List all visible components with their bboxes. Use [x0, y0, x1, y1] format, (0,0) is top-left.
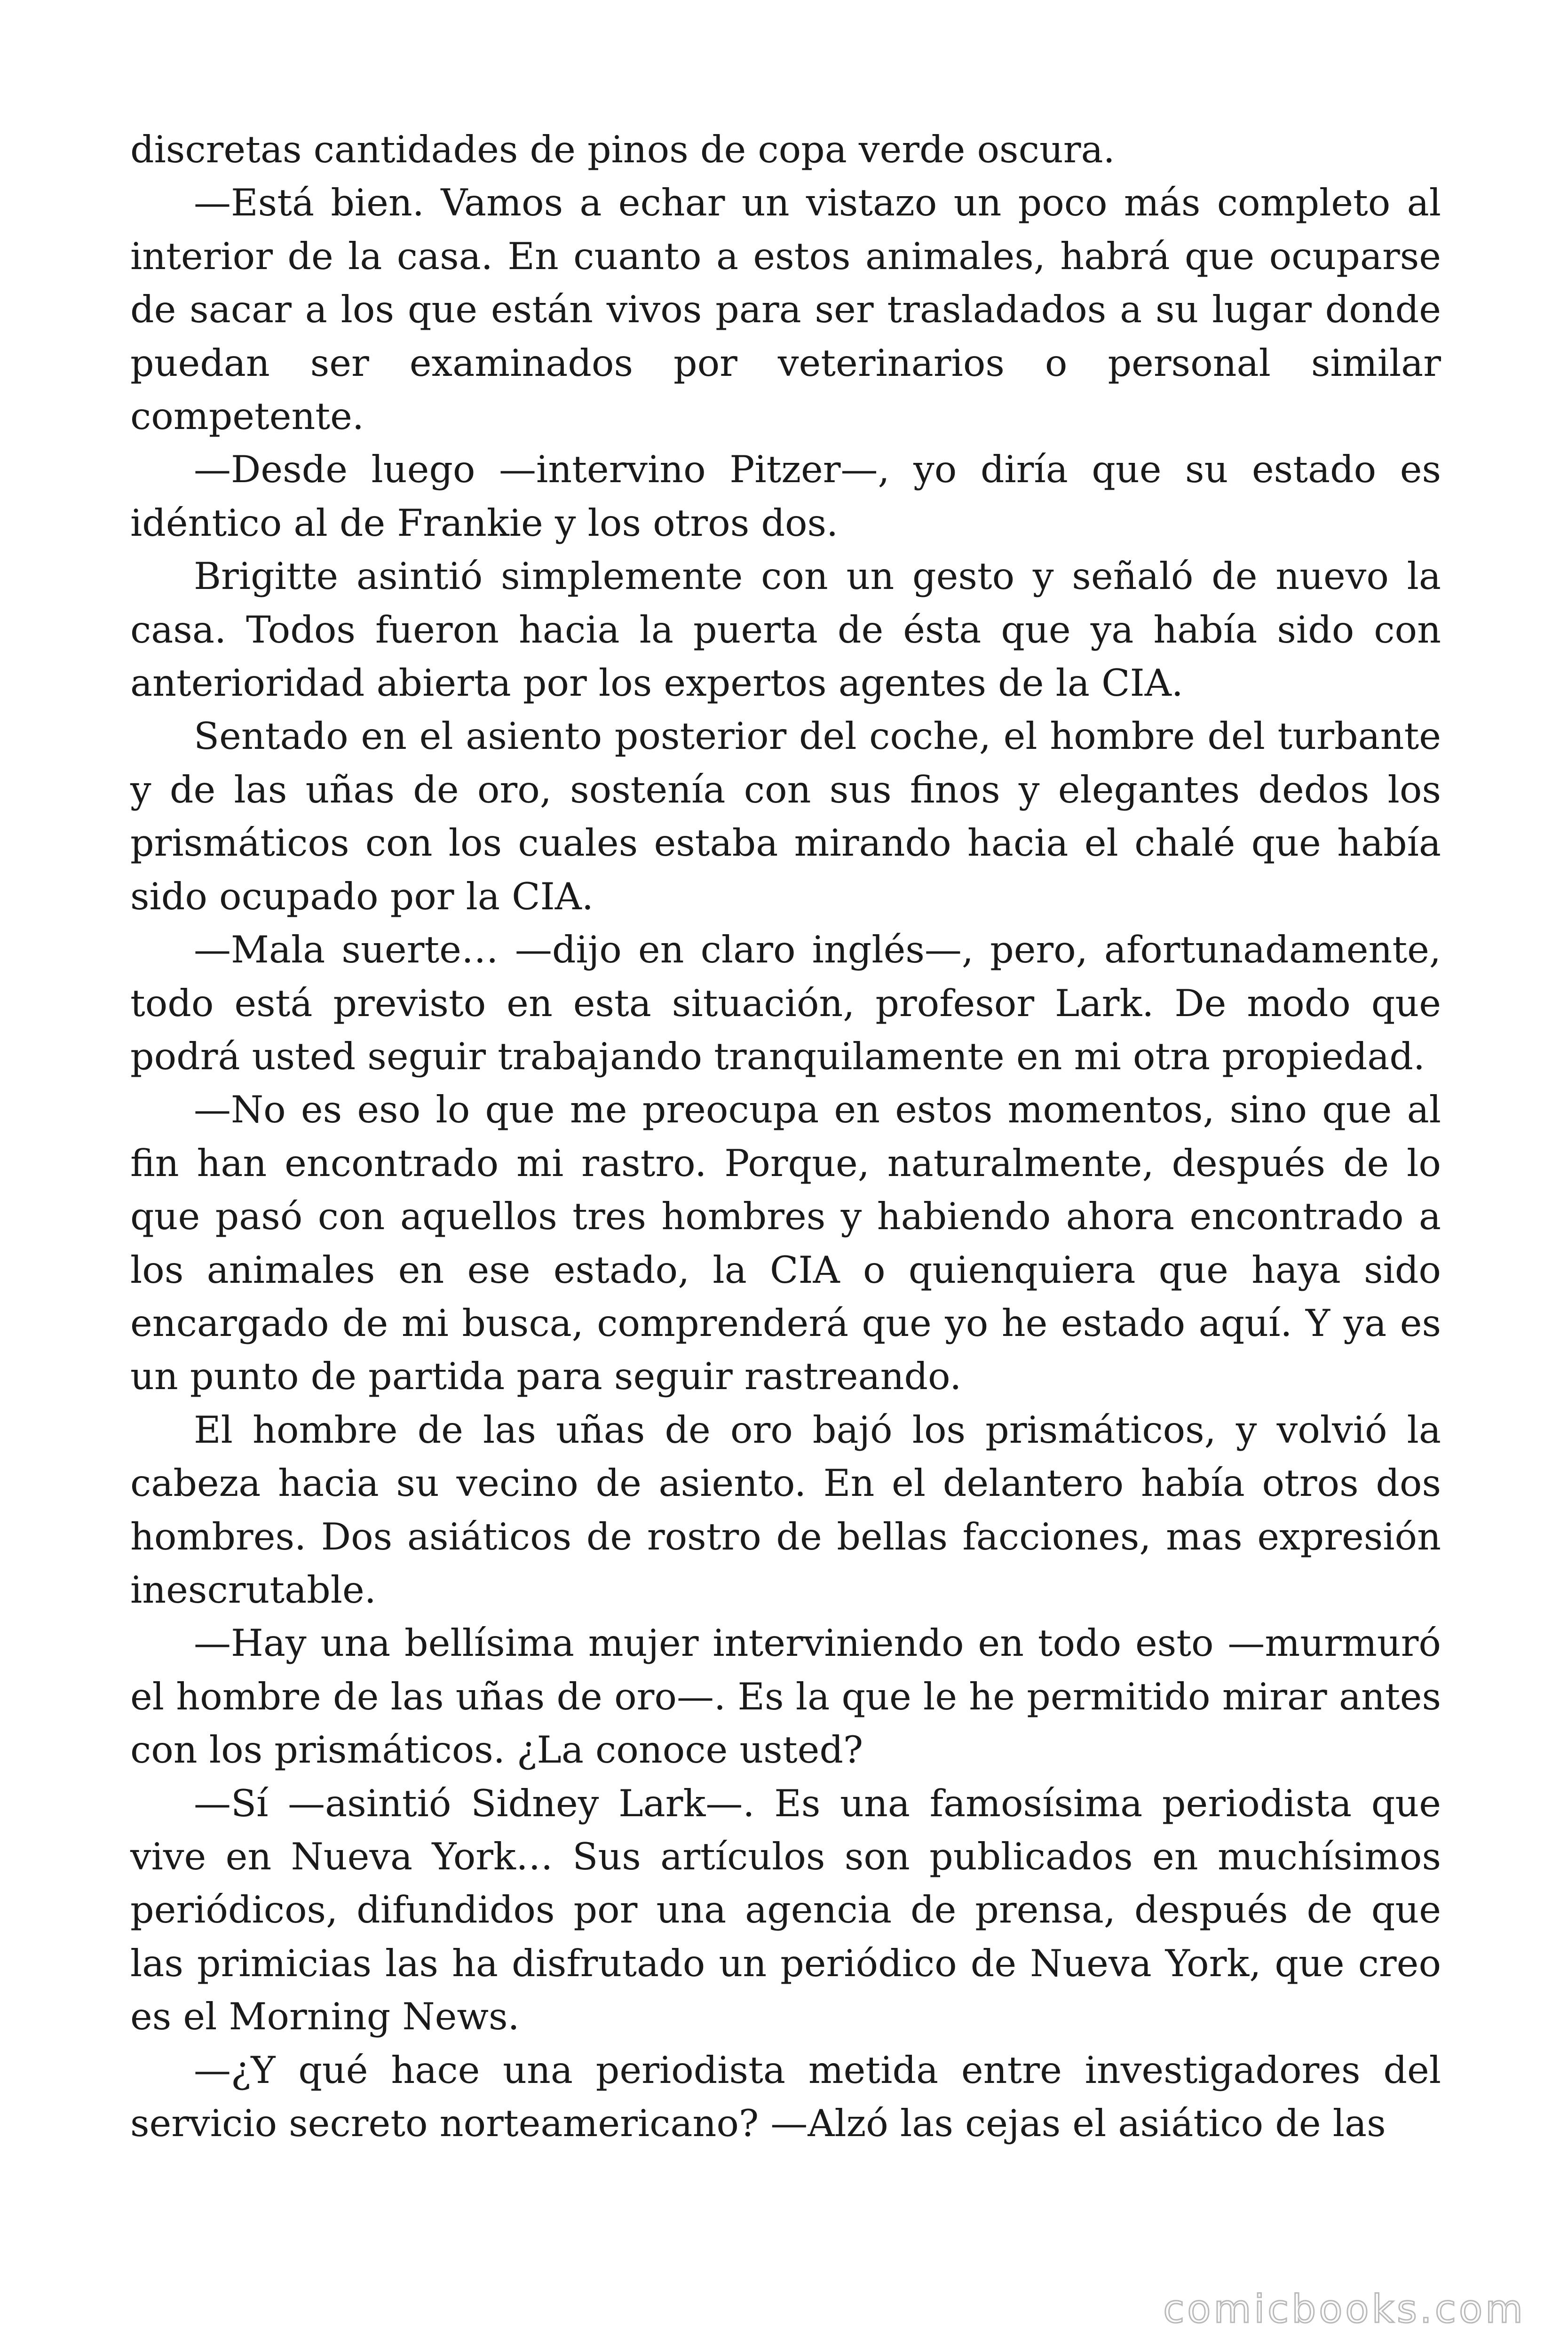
- paragraph-6: —Mala suerte… —dijo en claro inglés—, pero, afortunadamente, todo está previsto en esta situación, profesor Lark. De modo que podrá usted seguir trabajando tranquilamente en mi otra propiedad.: [130, 928, 1441, 1078]
- paragraph-5: Sentado en el asiento posterior del coche, el hombre del turbante y de las uñas de oro, sostenía con sus finos y elegantes dedos los prismáticos con los cuales estaba mirando hacia el chalé que había sido ocupado por la CIA.: [130, 715, 1441, 918]
- paragraph-3: —Desde luego —intervino Pitzer—, yo diría que su estado es idéntico al de Frankie y los otros dos.: [130, 448, 1441, 545]
- paragraph-4: Brigitte asintió simplemente con un gesto y señaló de nuevo la casa. Todos fueron hacia la puerta de ésta que ya había sido con anterioridad abierta por los expertos agentes de la CIA.: [130, 555, 1441, 705]
- paragraph-1: discretas cantidades de pinos de copa verde oscura.: [130, 128, 1115, 171]
- paragraph-9: —Hay una bellísima mujer interviniendo en todo esto —murmuró el hombre de las uñas de oro—. Es la que le he permitido mirar antes con los prismáticos. ¿La conoce usted?: [130, 1621, 1441, 1772]
- paragraph-2: —Está bien. Vamos a echar un vistazo un poco más completo al interior de la casa. En cuanto a estos animales, habrá que ocuparse de sacar a los que están vivos para ser trasladados a su lugar donde puedan ser examinados por veterinarios o personal similar competente.: [130, 181, 1441, 438]
- paragraph-7: —No es eso lo que me preocupa en estos momentos, sino que al fin han encontrado mi rastro. Porque, naturalmente, después de lo que pasó con aquellos tres hombres y habiendo ahora encontrado a los animales en ese estado, la CIA o quienquiera que haya sido encargado de mi busca, comprenderá que yo he estado aquí. Y ya es un punto de partida para seguir rastreando.: [130, 1088, 1441, 1398]
- paragraph-11: —¿Y qué hace una periodista metida entre investigadores del servicio secreto norteamericano? —Alzó las cejas el asiático de las: [130, 2048, 1441, 2145]
- body-text: [130, 123, 1441, 2150]
- paragraph-8: El hombre de las uñas de oro bajó los prismáticos, y volvió la cabeza hacia su vecino de asiento. En el delantero había otros dos hombres. Dos asiáticos de rostro de bellas facciones, mas expresión inescrutable.: [130, 1408, 1441, 1612]
- watermark-logo: comicbooks.com: [1163, 2287, 1526, 2332]
- paragraph-10: —Sí —asintió Sidney Lark—. Es una famosísima periodista que vive en Nueva York… Sus artículos son publicados en muchísimos periódicos, difundidos por una agencia de prensa, después de que las primicias las ha disfrutado un periódico de Nueva York, que creo es el Morning News.: [130, 1781, 1441, 2039]
